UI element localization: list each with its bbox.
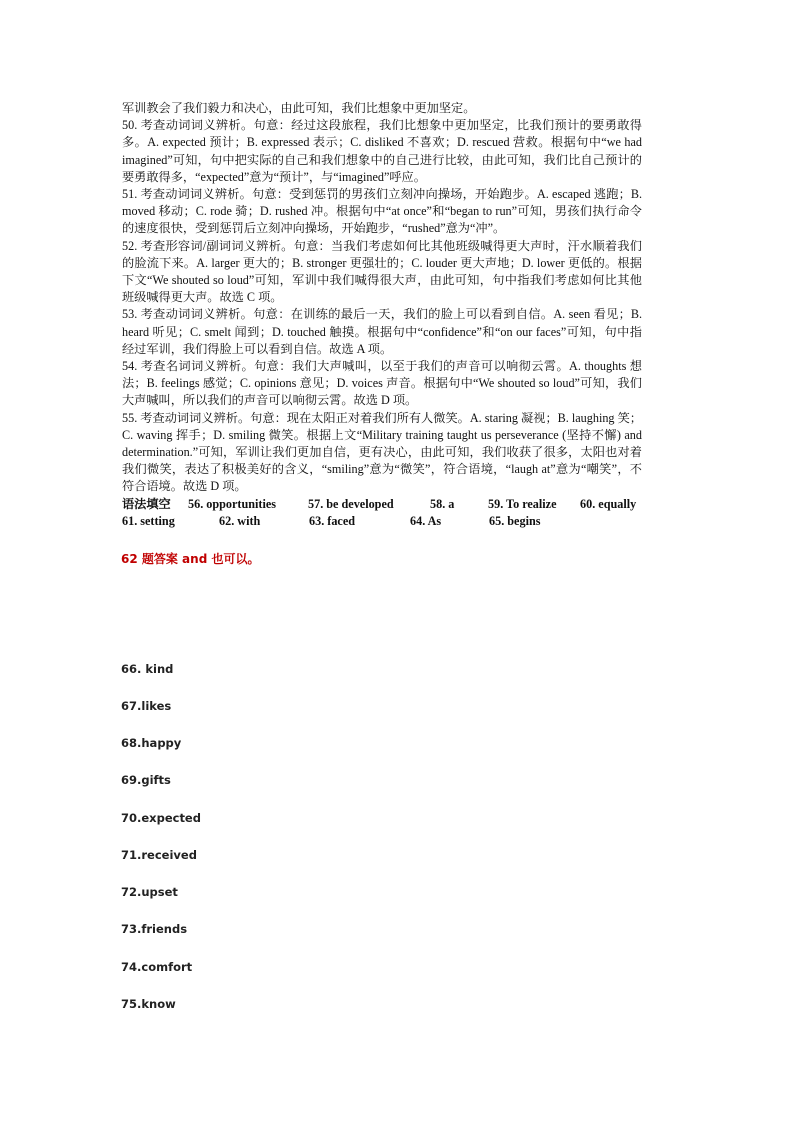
answer-item: 71.received <box>121 848 197 862</box>
grammar-answer: 64. As <box>410 513 442 528</box>
paragraph-q50: 50. 考查动词词义辨析。句意：经过这段旅程，我们比想象中更加坚定，比我们预计的要勇敢得多。A. expected 预计；B. expressed 表示；C. disliked 不喜欢；D. rescued 营救。根据句中“we had imagined”可知，句中把实际的自己和我们想象中的自己进行比较，由此可知，我们比自己预计的要勇敢得多，“expected”意为“预计”，与“imagined”呼应。 <box>122 118 642 184</box>
grammar-answer: 63. faced <box>309 513 356 528</box>
grammar-answer: 62. with <box>219 513 261 528</box>
answer-item: 70.expected <box>121 811 201 825</box>
grammar-row-1 <box>122 496 642 513</box>
grammar-answer: 65. begins <box>489 513 541 528</box>
paragraph-q54: 54. 考查名词词义辨析。句意：我们大声喊叫，以至于我们的声音可以响彻云霄。A. thoughts 想法；B. feelings 感觉；C. opinions 意见；D. voices 声音。根据句中“We shouted so loud”可知，我们大声喊叫，所以我们的声音可以响彻云霄。故选 D 项。 <box>122 359 642 408</box>
grammar-row-2 <box>122 513 642 530</box>
grammar-answer: 56. opportunities <box>188 496 277 511</box>
grammar-answer: 59. To realize <box>488 496 557 511</box>
answer-item: 67.likes <box>121 699 172 713</box>
answer-item: 75.know <box>121 997 176 1011</box>
answer-note: 62 题答案 and 也可以。 <box>121 552 260 566</box>
answer-item: 66. kind <box>121 662 174 676</box>
answer-item: 69.gifts <box>121 773 171 787</box>
answer-item: 72.upset <box>121 885 178 899</box>
answer-item: 73.friends <box>121 922 188 936</box>
answer-item: 68.happy <box>121 736 182 750</box>
grammar-answers <box>122 496 642 530</box>
paragraph-q53: 53. 考查动词词义辨析。句意：在训练的最后一天，我们的脸上可以看到自信。A. seen 看见；B. heard 听见；C. smelt 闻到；D. touched 触摸。根据句中“confidence”和“on our faces”可知，句中指经过军训，我们得脸上可以看到自信。故选 A 项。 <box>122 307 642 356</box>
answer-item: 74.comfort <box>121 960 193 974</box>
grammar-answer: 57. be developed <box>308 496 394 511</box>
grammar-heading: 语法填空 <box>122 496 171 511</box>
paragraph-intro: 军训教会了我们毅力和决心，由此可知，我们比想象中更加坚定。 <box>122 101 476 115</box>
explanation-section <box>122 100 642 530</box>
paragraph-q52: 52. 考查形容词/副词词义辨析。句意：当我们考虑如何比其他班级喊得更大声时，汗水顺着我们的脸流下来。A. larger 更大的；B. stronger 更强壮的；C. louder 更大声地；D. lower 更低的。根据下文“We shouted so loud”可知，军训中我们喊得很大声，由此可知，句中指我们考虑如何比其他班级喊得更大声。故选 C 项。 <box>122 238 642 305</box>
grammar-answer: 61. setting <box>122 513 175 528</box>
paragraph-q51: 51. 考查动词词义辨析。句意：受到惩罚的男孩们立刻冲向操场，开始跑步。A. escaped 逃跑；B. moved 移动；C. rode 骑；D. rushed 冲。根据句中“at once”和“began to run”可知，男孩们执行命令的速度很快，受到惩罚后立刻冲向操场，开始跑步，“rushed”意为“冲”。 <box>122 187 642 236</box>
paragraph-q55: 55. 考查动词词义辨析。句意：现在太阳正对着我们所有人微笑。A. staring 凝视；B. laughing 笑；C. waving 挥手；D. smiling 微笑。根据上文“Military training taught us perseverance (坚持不懈) and determination.”可知，军训让我们更加自信，更有决心，由此可知，我们收获了很多，太阳也对着我们微笑，表达了积极美好的含义，“smiling”意为“微笑”，符合语境，“laugh at”意为“嘲笑”，不符合语境。故选 D 项。 <box>122 410 642 494</box>
grammar-answer: 60. equally <box>580 496 637 511</box>
grammar-answer: 58. a <box>430 496 455 511</box>
